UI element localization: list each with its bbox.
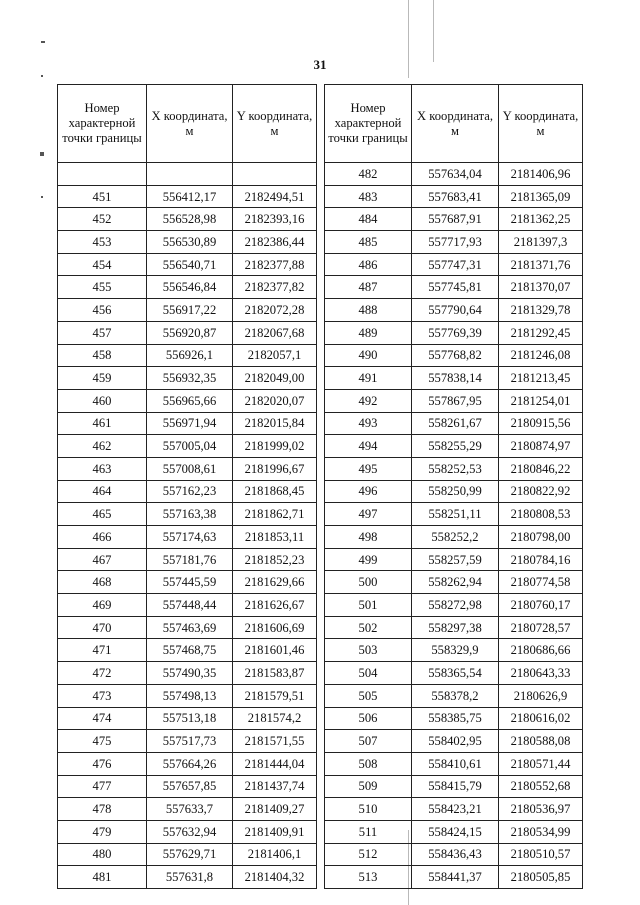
table-row (325, 548, 583, 571)
cell-point-number: 488 (325, 299, 412, 322)
table-row (58, 389, 317, 412)
cell-x-coordinate: 558251,11 (412, 503, 499, 526)
table-row (325, 163, 583, 186)
cell-point-number: 457 (58, 321, 147, 344)
cell-point-number: 461 (58, 412, 147, 435)
cell-y-coordinate: 2182015,84 (233, 412, 317, 435)
cell-point-number: 473 (58, 684, 147, 707)
table-row (325, 389, 583, 412)
cell-point-number: 503 (325, 639, 412, 662)
cell-point-number: 506 (325, 707, 412, 730)
cell-point-number: 484 (325, 208, 412, 231)
cell-point-number: 490 (325, 344, 412, 367)
cell-point-number: 493 (325, 412, 412, 435)
cell-point-number: 464 (58, 480, 147, 503)
cell-x-coordinate: 557498,13 (147, 684, 233, 707)
scan-speck (41, 41, 45, 43)
cell-point-number: 502 (325, 616, 412, 639)
cell-point-number: 499 (325, 548, 412, 571)
table-row (58, 480, 317, 503)
cell-point-number: 479 (58, 820, 147, 843)
table-row (325, 662, 583, 685)
cell-point-number: 482 (325, 163, 412, 186)
cell-point-number: 501 (325, 594, 412, 617)
cell-y-coordinate: 2180874,97 (499, 435, 583, 458)
table-row (58, 299, 317, 322)
table-row (325, 639, 583, 662)
cell-y-coordinate: 2181574,2 (233, 707, 317, 730)
cell-y-coordinate: 2181371,76 (499, 253, 583, 276)
cell-x-coordinate: 557747,31 (412, 253, 499, 276)
cell-x-coordinate: 558410,61 (412, 752, 499, 775)
cell-y-coordinate: 2182020,07 (233, 389, 317, 412)
cell-point-number: 487 (325, 276, 412, 299)
cell-point-number: 456 (58, 299, 147, 322)
cell-y-coordinate: 2182057,1 (233, 344, 317, 367)
cell-y-coordinate: 2182386,44 (233, 231, 317, 254)
cell-y-coordinate: 2182049,00 (233, 367, 317, 390)
cell-x-coordinate: 558424,15 (412, 820, 499, 843)
header-point-number: Номер характерной точки границы (58, 85, 147, 163)
cell-y-coordinate: 2180774,58 (499, 571, 583, 594)
cell-x-coordinate: 557490,35 (147, 662, 233, 685)
cell-y-coordinate: 2181601,46 (233, 639, 317, 662)
table-row (58, 730, 317, 753)
cell-y-coordinate: 2180798,00 (499, 526, 583, 549)
cell-point-number: 471 (58, 639, 147, 662)
table-row (325, 208, 583, 231)
cell-y-coordinate: 2180915,56 (499, 412, 583, 435)
table-row (325, 276, 583, 299)
cell-point-number: 512 (325, 843, 412, 866)
cell-y-coordinate: 2182494,51 (233, 185, 317, 208)
cell-x-coordinate: 557181,76 (147, 548, 233, 571)
table-row (58, 548, 317, 571)
cell-x-coordinate: 558441,37 (412, 866, 499, 889)
scan-speck (41, 196, 43, 198)
cell-point-number: 474 (58, 707, 147, 730)
cell-x-coordinate: 556965,66 (147, 389, 233, 412)
cell-x-coordinate: 557745,81 (412, 276, 499, 299)
table-row (58, 185, 317, 208)
table-row (58, 843, 317, 866)
cell-y-coordinate: 2181397,3 (499, 231, 583, 254)
table-row (58, 820, 317, 843)
cell-y-coordinate: 2182377,88 (233, 253, 317, 276)
scan-speck (40, 152, 44, 156)
cell-point-number: 455 (58, 276, 147, 299)
table-row (58, 321, 317, 344)
cell-point-number: 470 (58, 616, 147, 639)
cell-point-number: 491 (325, 367, 412, 390)
cell-y-coordinate: 2182393,16 (233, 208, 317, 231)
cell-x-coordinate: 557838,14 (412, 367, 499, 390)
cell-point-number: 462 (58, 435, 147, 458)
table-row (58, 457, 317, 480)
cell-y-coordinate: 2181329,78 (499, 299, 583, 322)
cell-x-coordinate: 558423,21 (412, 798, 499, 821)
cell-y-coordinate: 2181404,32 (233, 866, 317, 889)
cell-point-number: 495 (325, 457, 412, 480)
cell-y-coordinate: 2181362,25 (499, 208, 583, 231)
cell-x-coordinate: 558252,53 (412, 457, 499, 480)
cell-y-coordinate: 2180784,16 (499, 548, 583, 571)
cell-point-number: 453 (58, 231, 147, 254)
cell-y-coordinate: 2181370,07 (499, 276, 583, 299)
cell-y-coordinate: 2181996,67 (233, 457, 317, 480)
table-row (325, 571, 583, 594)
cell-x-coordinate: 558255,29 (412, 435, 499, 458)
cell-point-number: 468 (58, 571, 147, 594)
cell-y-coordinate: 2181409,91 (233, 820, 317, 843)
table-row (325, 616, 583, 639)
cell-y-coordinate: 2182067,68 (233, 321, 317, 344)
table-row (58, 752, 317, 775)
cell-point-number: 465 (58, 503, 147, 526)
cell-y-coordinate: 2180510,57 (499, 843, 583, 866)
cell-x-coordinate: 557629,71 (147, 843, 233, 866)
cell-y-coordinate: 2181406,96 (499, 163, 583, 186)
cell-x-coordinate: 558402,95 (412, 730, 499, 753)
table-row (58, 526, 317, 549)
page-number: 31 (313, 57, 327, 72)
cell-x-coordinate: 557517,73 (147, 730, 233, 753)
table-row (58, 594, 317, 617)
scan-fold-line (433, 0, 434, 62)
cell-y-coordinate: 2180846,22 (499, 457, 583, 480)
table-row (58, 344, 317, 367)
table-row (58, 866, 317, 889)
cell-x-coordinate: 557008,61 (147, 457, 233, 480)
cell-point-number: 500 (325, 571, 412, 594)
cell-y-coordinate: 2181406,1 (233, 843, 317, 866)
cell-point-number: 496 (325, 480, 412, 503)
cell-point-number: 504 (325, 662, 412, 685)
table-row (325, 843, 583, 866)
cell-x-coordinate: 557463,69 (147, 616, 233, 639)
cell-point-number: 469 (58, 594, 147, 617)
table-row (325, 594, 583, 617)
cell-y-coordinate: 2181292,45 (499, 321, 583, 344)
cell-x-coordinate: 557163,38 (147, 503, 233, 526)
cell-x-coordinate: 558297,38 (412, 616, 499, 639)
table-row (325, 866, 583, 889)
cell-point-number: 498 (325, 526, 412, 549)
table-row (325, 253, 583, 276)
table-row (58, 253, 317, 276)
cell-y-coordinate: 2181571,55 (233, 730, 317, 753)
table-row (325, 299, 583, 322)
cell-point-number: 513 (325, 866, 412, 889)
cell-y-coordinate: 2181213,45 (499, 367, 583, 390)
cell-point-number: 494 (325, 435, 412, 458)
cell-x-coordinate: 557683,41 (412, 185, 499, 208)
table-row (325, 684, 583, 707)
cell-x-coordinate: 557664,26 (147, 752, 233, 775)
cell-y-coordinate: 2181444,04 (233, 752, 317, 775)
table-row (325, 503, 583, 526)
cell-x-coordinate: 557631,8 (147, 866, 233, 889)
table-row (58, 662, 317, 685)
table-row (58, 208, 317, 231)
cell-y-coordinate: 2182377,82 (233, 276, 317, 299)
cell-x-coordinate: 556932,35 (147, 367, 233, 390)
cell-x-coordinate: 557687,91 (412, 208, 499, 231)
cell-x-coordinate: 557790,64 (412, 299, 499, 322)
cell-y-coordinate: 2180552,68 (499, 775, 583, 798)
table-row (325, 185, 583, 208)
table-row (58, 435, 317, 458)
cell-y-coordinate: 2181862,71 (233, 503, 317, 526)
cell-point-number: 472 (58, 662, 147, 685)
cell-point-number: 466 (58, 526, 147, 549)
cell-x-coordinate: 558378,2 (412, 684, 499, 707)
cell-x-coordinate: 557445,59 (147, 571, 233, 594)
table-row (58, 367, 317, 390)
table-row (325, 231, 583, 254)
cell-y-coordinate: 2181999,02 (233, 435, 317, 458)
table-row (325, 435, 583, 458)
cell-point-number: 463 (58, 457, 147, 480)
cell-y-coordinate: 2181868,45 (233, 480, 317, 503)
cell-x-coordinate: 558436,43 (412, 843, 499, 866)
cell-x-coordinate: 557867,95 (412, 389, 499, 412)
header-y-coordinate: Y координата, м (499, 85, 583, 163)
cell-x-coordinate: 558365,54 (412, 662, 499, 685)
cell-x-coordinate: 556926,1 (147, 344, 233, 367)
cell-point-number: 475 (58, 730, 147, 753)
table-row (58, 639, 317, 662)
cell-y-coordinate: 2181606,69 (233, 616, 317, 639)
cell-point-number: 511 (325, 820, 412, 843)
cell-point-number: 478 (58, 798, 147, 821)
cell-y-coordinate: 2180534,99 (499, 820, 583, 843)
table-row (58, 571, 317, 594)
table-row (325, 480, 583, 503)
table-row (325, 367, 583, 390)
cell-point-number: 452 (58, 208, 147, 231)
header-y-coordinate: Y координата, м (233, 85, 317, 163)
cell-y-coordinate: 2180760,17 (499, 594, 583, 617)
cell-y-coordinate: 2180571,44 (499, 752, 583, 775)
cell-x-coordinate: 558262,94 (412, 571, 499, 594)
table-row (325, 775, 583, 798)
cell-x-coordinate: 557717,93 (412, 231, 499, 254)
table-header-row (58, 85, 317, 163)
cell-y-coordinate: 2180643,33 (499, 662, 583, 685)
cell-x-coordinate: 558252,2 (412, 526, 499, 549)
cell-x-coordinate: 556528,98 (147, 208, 233, 231)
cell-x-coordinate: 556412,17 (147, 185, 233, 208)
cell-x-coordinate: 557448,44 (147, 594, 233, 617)
cell-point-number: 508 (325, 752, 412, 775)
cell-point-number: 492 (325, 389, 412, 412)
cell-x-coordinate: 557632,94 (147, 820, 233, 843)
table-row (325, 344, 583, 367)
header-x-coordinate: X координата, м (412, 85, 499, 163)
cell-x-coordinate: 558272,98 (412, 594, 499, 617)
table-row (325, 321, 583, 344)
cell-x-coordinate: 558415,79 (412, 775, 499, 798)
cell-x-coordinate: 557768,82 (412, 344, 499, 367)
cell-point-number: 458 (58, 344, 147, 367)
cell-point-number (58, 163, 147, 186)
cell-point-number: 489 (325, 321, 412, 344)
cell-x-coordinate: 558257,59 (412, 548, 499, 571)
table-row (58, 276, 317, 299)
table-row (58, 775, 317, 798)
cell-x-coordinate: 557005,04 (147, 435, 233, 458)
cell-y-coordinate: 2182072,28 (233, 299, 317, 322)
cell-point-number: 451 (58, 185, 147, 208)
coordinates-table-left (57, 84, 317, 889)
cell-y-coordinate: 2180536,97 (499, 798, 583, 821)
table-row (325, 707, 583, 730)
cell-point-number: 497 (325, 503, 412, 526)
table-row (58, 412, 317, 435)
table-row (58, 798, 317, 821)
cell-y-coordinate: 2181853,11 (233, 526, 317, 549)
cell-point-number: 477 (58, 775, 147, 798)
cell-point-number: 481 (58, 866, 147, 889)
cell-point-number: 454 (58, 253, 147, 276)
cell-x-coordinate: 557769,39 (412, 321, 499, 344)
cell-y-coordinate: 2180808,53 (499, 503, 583, 526)
cell-point-number: 485 (325, 231, 412, 254)
cell-x-coordinate: 557633,7 (147, 798, 233, 821)
cell-x-coordinate: 556540,71 (147, 253, 233, 276)
table-row (325, 457, 583, 480)
cell-x-coordinate: 557513,18 (147, 707, 233, 730)
cell-point-number: 480 (58, 843, 147, 866)
table-header-row (325, 85, 583, 163)
table-row (58, 503, 317, 526)
cell-y-coordinate: 2181437,74 (233, 775, 317, 798)
cell-x-coordinate: 557174,63 (147, 526, 233, 549)
cell-point-number: 486 (325, 253, 412, 276)
cell-y-coordinate: 2180616,02 (499, 707, 583, 730)
cell-x-coordinate: 557468,75 (147, 639, 233, 662)
cell-point-number: 505 (325, 684, 412, 707)
table-row (58, 231, 317, 254)
table-row (58, 616, 317, 639)
cell-point-number: 507 (325, 730, 412, 753)
table-row (325, 526, 583, 549)
cell-y-coordinate: 2181254,01 (499, 389, 583, 412)
cell-point-number: 483 (325, 185, 412, 208)
cell-x-coordinate: 558250,99 (412, 480, 499, 503)
cell-y-coordinate: 2181852,23 (233, 548, 317, 571)
cell-y-coordinate (233, 163, 317, 186)
cell-x-coordinate: 556920,87 (147, 321, 233, 344)
cell-x-coordinate: 556971,94 (147, 412, 233, 435)
cell-x-coordinate: 558329,9 (412, 639, 499, 662)
cell-point-number: 476 (58, 752, 147, 775)
cell-y-coordinate: 2181246,08 (499, 344, 583, 367)
table-row (325, 412, 583, 435)
cell-x-coordinate: 556917,22 (147, 299, 233, 322)
cell-x-coordinate: 557657,85 (147, 775, 233, 798)
cell-x-coordinate (147, 163, 233, 186)
cell-x-coordinate: 557162,23 (147, 480, 233, 503)
cell-y-coordinate: 2181583,87 (233, 662, 317, 685)
cell-y-coordinate: 2181409,27 (233, 798, 317, 821)
cell-y-coordinate: 2180686,66 (499, 639, 583, 662)
cell-y-coordinate: 2180505,85 (499, 866, 583, 889)
table-row (325, 752, 583, 775)
cell-point-number: 467 (58, 548, 147, 571)
cell-point-number: 460 (58, 389, 147, 412)
scan-speck (41, 75, 43, 77)
header-point-number: Номер характерной точки границы (325, 85, 412, 163)
cell-y-coordinate: 2181626,67 (233, 594, 317, 617)
cell-point-number: 459 (58, 367, 147, 390)
table-row (325, 730, 583, 753)
table-row (58, 684, 317, 707)
cell-y-coordinate: 2180822,92 (499, 480, 583, 503)
table-row (58, 163, 317, 186)
cell-x-coordinate: 558261,67 (412, 412, 499, 435)
cell-x-coordinate: 557634,04 (412, 163, 499, 186)
cell-x-coordinate: 556530,89 (147, 231, 233, 254)
table-row (58, 707, 317, 730)
cell-x-coordinate: 558385,75 (412, 707, 499, 730)
cell-point-number: 510 (325, 798, 412, 821)
cell-point-number: 509 (325, 775, 412, 798)
header-x-coordinate: X координата, м (147, 85, 233, 163)
cell-y-coordinate: 2180588,08 (499, 730, 583, 753)
cell-y-coordinate: 2180626,9 (499, 684, 583, 707)
cell-y-coordinate: 2181365,09 (499, 185, 583, 208)
cell-y-coordinate: 2181629,66 (233, 571, 317, 594)
cell-y-coordinate: 2181579,51 (233, 684, 317, 707)
table-row (325, 820, 583, 843)
cell-x-coordinate: 556546,84 (147, 276, 233, 299)
coordinates-table-right (324, 84, 583, 889)
table-row (325, 798, 583, 821)
cell-y-coordinate: 2180728,57 (499, 616, 583, 639)
